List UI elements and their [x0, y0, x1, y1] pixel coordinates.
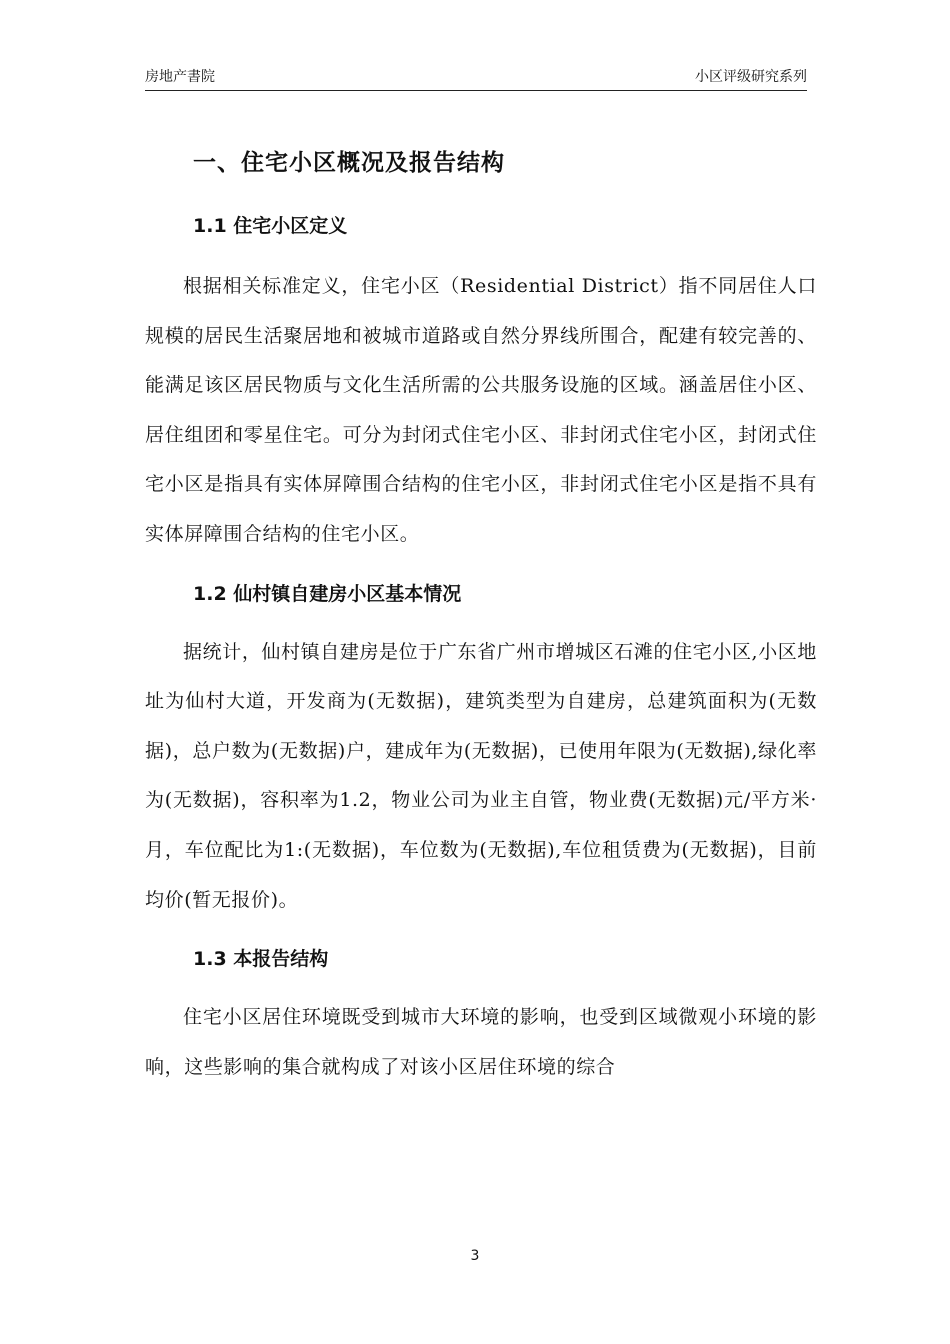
chapter-title: 一、住宅小区概况及报告结构	[193, 150, 505, 176]
page-number: 3	[470, 1248, 480, 1264]
section-heading-1-2: 1.2 仙村镇自建房小区基本情况	[193, 582, 462, 605]
section-heading-1-1: 1.1 住宅小区定义	[193, 215, 348, 237]
section-paragraph-1-2: 据统计，仙村镇自建房是位于广东省广州市增城区石滩的住宅小区,小区地址为仙村大道，开发商为(无数据)，建筑类型为自建房，总建筑面积为(无数据)，总户数为(无数据)户，建成年为(无数据)，已使用年限为(无数据),绿化率为(无数据)，容积率为1.2，物业公司为业主自管，物业费(无数据)元/平方米·月，车位配比为1:(无数据)，车位数为(无数据),车位租赁费为(无数据)，目前均价(暂无报价)。	[145, 640, 817, 911]
document-body	[145, 138, 817, 1092]
section-paragraph-1-1: 根据相关标准定义，住宅小区（Residential District）指不同居住人口规模的居民生活聚居地和被城市道路或自然分界线所围合，配建有较完善的、能满足该区居民物质与文化生活所需的公共服务设施的区域。涵盖居住小区、居住组团和零星住宅。可分为封闭式住宅小区、非封闭式住宅小区，封闭式住宅小区是指具有实体屏障围合结构的住宅小区，非封闭式住宅小区是指不具有实体屏障围合结构的住宅小区。	[145, 275, 817, 545]
header-series-title: 小区评级研究系列	[695, 69, 807, 85]
section-paragraph-1-3: 住宅小区居住环境既受到城市大环境的影响，也受到区域微观小环境的影响，这些影响的集合就构成了对该小区居住环境的综合	[145, 1006, 817, 1078]
header-publisher: 房地产書院	[145, 69, 215, 85]
section-heading-1-3: 1.3 本报告结构	[193, 948, 329, 971]
page-header	[145, 66, 807, 91]
